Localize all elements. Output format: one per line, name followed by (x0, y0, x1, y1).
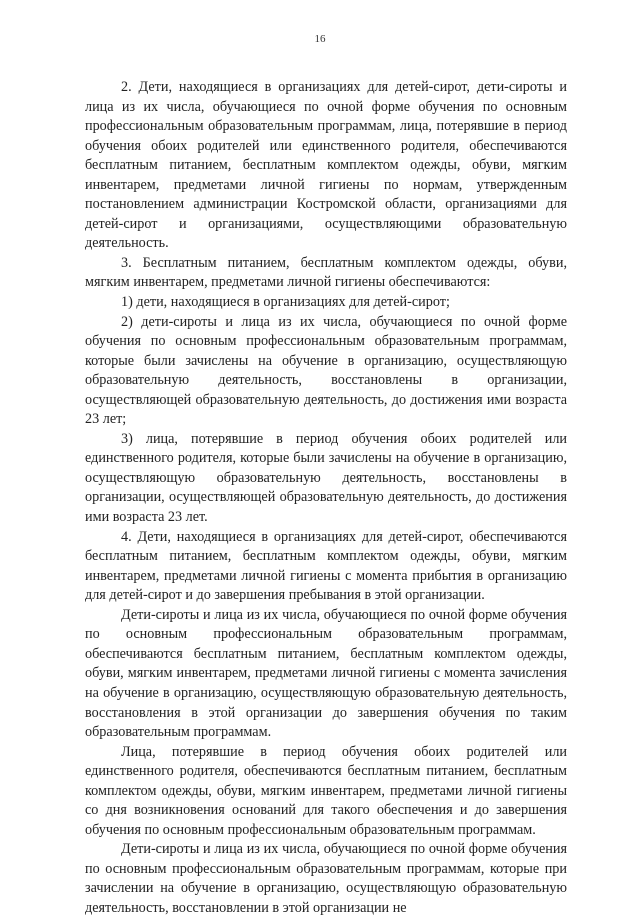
list-item-2: 2) дети-сироты и лица из их числа, обучающиеся по очной форме обучения по основным профессиональным образовательным программам, которые были зачислены на обучение в организацию, осуществляющую образовательную деятельность, восстановлены в организации, осуществляющей образовательную деятельность, до достижения ими возраста 23 лет; (85, 313, 567, 428)
paragraph-bereaved: Лица, потерявшие в период обучения обоих родителей или единственного родителя, обеспечиваются бесплатным питанием, бесплатным комплектом одежды, обуви, мягким инвентарем, предметами личной гигиены со дня возникновения оснований для такого обеспечения и до завершения обучения по основным профессиональным образовательным программам. (85, 743, 567, 838)
list-item-3: 3) лица, потерявшие в период обучения обоих родителей или единственного родителя, которые были зачислены на обучение в организацию, осуществляющую образовательную деятельность, восстановлены в организации, осуществляющей образовательную деятельность, до достижения ими возраста 23 лет. (85, 430, 567, 526)
paragraph-3: 3. Бесплатным питанием, бесплатным комплектом одежды, обуви, мягким инвентарем, предметами личной гигиены обеспечиваются: (85, 254, 567, 291)
paragraph-2: 2. Дети, находящиеся в организациях для детей-сирот, дети-сироты и лица из их числа, обучающиеся по очной форме обучения по основным профессиональным образовательным программам, лица, потерявшие в период обучения обоих родителей или единственного родителя, обеспечиваются бесплатным питанием, бесплатным комплектом одежды, обуви, мягким инвентарем, предметами личной гигиены по нормам, утвержденным постановлением администрации Костромской области, организациями для детей-сирот и организациями, осуществляющими образовательную деятельность. (85, 79, 567, 252)
paragraph-enrollment: Дети-сироты и лица из их числа, обучающиеся по очной форме обучения по основным профессиональным образовательным программам, которые при зачислении на обучение в организацию, осуществляющую образовательную деятельность, восстановлении в этой организации не (85, 841, 567, 916)
document-body (85, 78, 567, 919)
paragraph-4: 4. Дети, находящиеся в организациях для детей-сирот, обеспечиваются бесплатным питанием, бесплатным комплектом одежды, обуви, мягким инвентарем, предметами личной гигиены с момента прибытия в организацию для детей-сирот и до завершения пребывания в этой организации. (85, 528, 567, 604)
paragraph-orphans: Дети-сироты и лица из их числа, обучающиеся по очной форме обучения по основным профессиональным образовательным программам, обеспечиваются бесплатным питанием, бесплатным комплектом одежды, обуви, мягким инвентарем, предметами личной гигиены с момента зачисления на обучение в организацию, осуществляющую образовательную деятельность, восстановления в этой организации до завершения обучения по таким образовательным программам. (85, 606, 567, 741)
list-item-1: 1) дети, находящиеся в организациях для детей-сирот; (121, 294, 450, 311)
page-number: 16 (314, 33, 326, 45)
